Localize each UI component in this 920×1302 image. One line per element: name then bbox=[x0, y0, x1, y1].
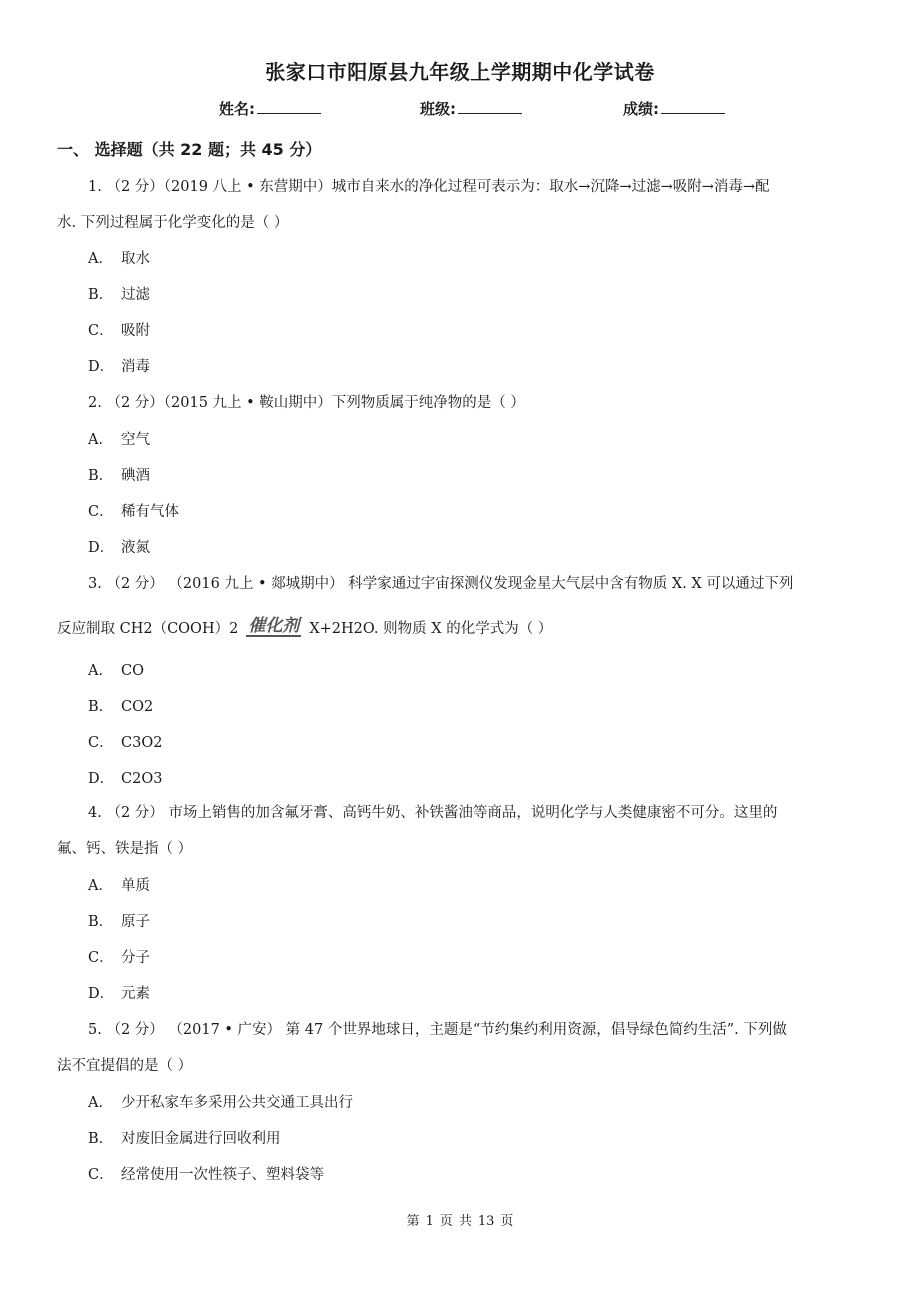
question-4-option-c: C． 分子 bbox=[88, 950, 150, 966]
question-1-option-b: B． 过滤 bbox=[88, 287, 150, 303]
question-3-line-1: 3. （2 分） （2016 九上 • 郯城期中） 科学家通过宇宙探测仪发现金星大气层中含有物质 X. X 可以通过下列 bbox=[88, 576, 794, 592]
question-1-option-c: C． 吸附 bbox=[88, 323, 150, 339]
question-5-option-c: C． 经常使用一次性筷子、塑料袋等 bbox=[88, 1167, 324, 1183]
score-field bbox=[623, 98, 725, 119]
question-1-line-1: 1. （2 分）（2019 八上 • 东营期中）城市自来水的净化过程可表示为：取水→沉降→过滤→吸附→消毒→配 bbox=[88, 179, 770, 195]
question-3-option-d: D． C2O3 bbox=[88, 771, 163, 787]
page-footer: 第 1 页 共 13 页 bbox=[406, 1214, 514, 1229]
score-label: 成绩: bbox=[623, 100, 659, 118]
question-4-option-a: A． 单质 bbox=[88, 878, 150, 894]
question-1-option-a: A． 取水 bbox=[88, 251, 150, 267]
question-3-option-c: C． C3O2 bbox=[88, 735, 163, 751]
total-page-count: 13 bbox=[477, 1214, 495, 1229]
question-5-line-2: 法不宜提倡的是（ ） bbox=[57, 1058, 193, 1074]
question-4-option-b: B． 原子 bbox=[88, 914, 150, 930]
section-heading: 一、 选择题（共 22 题；共 45 分） bbox=[57, 140, 322, 159]
question-3-line-2 bbox=[57, 617, 867, 638]
question-2-option-a: A． 空气 bbox=[88, 432, 150, 448]
reaction-product: X+2H2O. 则物质 X 的化学式为（ ） bbox=[309, 621, 553, 637]
name-field bbox=[219, 98, 321, 119]
catalyst-arrow-image: 催化剂 bbox=[248, 616, 300, 636]
student-info-row bbox=[0, 98, 920, 122]
class-field bbox=[420, 98, 522, 119]
question-5-option-b: B． 对废旧金属进行回收利用 bbox=[88, 1131, 281, 1147]
reaction-reactant: 反应制取 CH2（COOH）2 bbox=[57, 621, 239, 637]
current-page-number: 1 bbox=[425, 1214, 434, 1229]
name-blank bbox=[257, 99, 321, 114]
question-5-line-1: 5. （2 分） （2017 • 广安） 第 47 个世界地球日，主题是“节约集约利用资源，倡导绿色简约生活”. 下列做 bbox=[88, 1022, 787, 1038]
question-4-line-1: 4. （2 分） 市场上销售的加含氟牙膏、高钙牛奶、补铁酱油等商品，说明化学与人类健康密不可分。这里的 bbox=[88, 805, 778, 821]
question-4-option-d: D． 元素 bbox=[88, 986, 150, 1002]
question-2-option-d: D． 液氮 bbox=[88, 540, 150, 556]
class-label: 班级: bbox=[420, 100, 456, 118]
question-1-option-d: D． 消毒 bbox=[88, 359, 150, 375]
exam-title: 张家口市阳原县九年级上学期期中化学试卷 bbox=[265, 60, 655, 84]
question-2-option-b: B． 碘酒 bbox=[88, 468, 150, 484]
question-4-line-2: 氟、钙、铁是指（ ） bbox=[57, 841, 193, 857]
score-blank bbox=[661, 99, 725, 114]
name-label: 姓名: bbox=[219, 100, 255, 118]
question-1-line-2: 水. 下列过程属于化学变化的是（ ） bbox=[57, 215, 289, 231]
question-2-line-1: 2. （2 分）（2015 九上 • 鞍山期中）下列物质属于纯净物的是（ ） bbox=[88, 395, 525, 411]
question-2-option-c: C． 稀有气体 bbox=[88, 504, 179, 520]
question-3-option-a: A． CO bbox=[88, 663, 144, 679]
question-5-option-a: A． 少开私家车多采用公共交通工具出行 bbox=[88, 1095, 353, 1111]
question-3-option-b: B． CO2 bbox=[88, 699, 154, 715]
class-blank bbox=[458, 99, 522, 114]
